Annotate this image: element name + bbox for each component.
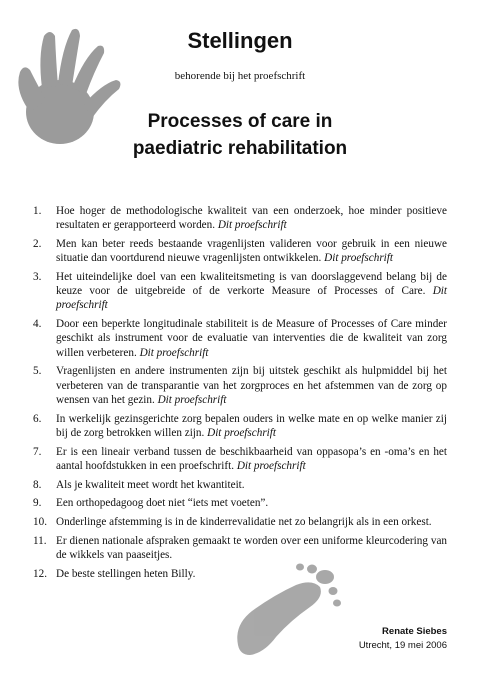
- statement-text: Het uiteindelijke doel van een kwaliteitsmeting is van doorslaggevend belang bij de keuze voor de uitgebreide of de verkorte Measure of Processes of Care.: [56, 271, 447, 298]
- statement-number: 5.: [33, 365, 42, 378]
- statement-text: Hoe hoger de methodologische kwaliteit van een onderzoek, hoe minder positieve resultaten er gerapporteerd worden.: [56, 205, 447, 232]
- statement-number: 1.: [33, 205, 42, 217]
- page-title: Stellingen: [187, 28, 293, 53]
- statement-reference: Dit proefschrift: [217, 219, 287, 232]
- statement-text: Onderlinge afstemming is in de kinderrevalidatie net zo belangrijk als in een orkest.: [56, 516, 432, 529]
- statement-item: [33, 445, 447, 473]
- thesis-title: [80, 108, 400, 162]
- statement-text: Er is een lineair verband tussen de beschikbaarheid van oppasopa’s en -oma’s en het aantal hoofdstukken in een proefschrift.: [56, 445, 447, 472]
- statement-item: [33, 515, 447, 529]
- statement-text: Als je kwaliteit meet wordt het kwantiteit.: [56, 478, 245, 491]
- statement-text: Door een beperkte longitudinale stabiliteit is de Measure of Processes of Care minder geschikt als instrument voor de evaluatie van interventies die de kwaliteit van zorg willen verbeteren.: [56, 318, 447, 359]
- statement-item: [33, 496, 447, 510]
- statement-text: Een orthopedagoog doet niet “iets met voeten”.: [56, 497, 269, 510]
- statement-number: 11.: [33, 535, 47, 547]
- statement-text: In werkelijk gezinsgerichte zorg bepalen ouders in welke mate en op welke manier zij bij de zorg betrokken willen zijn.: [56, 412, 447, 439]
- statement-item: [33, 237, 447, 265]
- statement-text: De beste stellingen heten Billy.: [56, 568, 196, 580]
- statement-item: [33, 478, 447, 492]
- statement-reference: Dit proefschrift: [56, 285, 447, 312]
- statement-text: Men kan beter reeds bestaande vragenlijsten valideren voor gebruik in een nieuwe situatie dan voortdurend nieuwe vragenlijsten ontwikkelen.: [56, 238, 447, 265]
- statement-number: 4.: [33, 318, 42, 331]
- statement-text: Er dienen nationale afspraken gemaakt te worden over een uniforme kleurcodering van de wikkels van paaseitjes.: [56, 535, 447, 562]
- statement-reference: Dit proefschrift: [324, 252, 394, 265]
- statement-number: 12.: [33, 568, 47, 580]
- statement-item: [33, 317, 447, 360]
- statement-number: 6.: [33, 412, 42, 425]
- statement-item: [33, 364, 447, 407]
- statement-number: 8.: [33, 478, 42, 491]
- statement-item: [33, 204, 447, 232]
- thesis-title-line-2: paediatric rehabilitation: [132, 138, 348, 159]
- statement-item: [33, 412, 447, 440]
- statement-reference: Dit proefschrift: [207, 426, 276, 439]
- thesis-title-line-1: Processes of care in: [147, 111, 333, 132]
- statement-reference: Dit proefschrift: [236, 459, 306, 472]
- statement-reference: Dit proefschrift: [139, 346, 209, 359]
- statement-item: [33, 270, 447, 313]
- statement-number: 9.: [33, 497, 42, 510]
- statement-reference: Dit proefschrift: [157, 393, 227, 406]
- statement-number: 2.: [33, 238, 42, 250]
- subtitle: behorende bij het proefschrift: [174, 70, 306, 82]
- statements-list: [33, 204, 447, 586]
- statement-item: [33, 567, 447, 581]
- place-date: Utrecht, 19 mei 2006: [358, 640, 447, 651]
- statement-item: [33, 534, 447, 562]
- statement-number: 10.: [33, 516, 47, 529]
- author-name: Renate Siebes: [382, 626, 447, 637]
- statement-text: Vragenlijsten en andere instrumenten zijn bij uitstek geschikt als hulpmiddel bij het verbeteren van de transparantie van het zorgproces en het afstemmen van de zorg op wensen van het gezin.: [56, 365, 447, 406]
- statement-number: 7.: [33, 445, 42, 458]
- statement-number: 3.: [33, 271, 42, 283]
